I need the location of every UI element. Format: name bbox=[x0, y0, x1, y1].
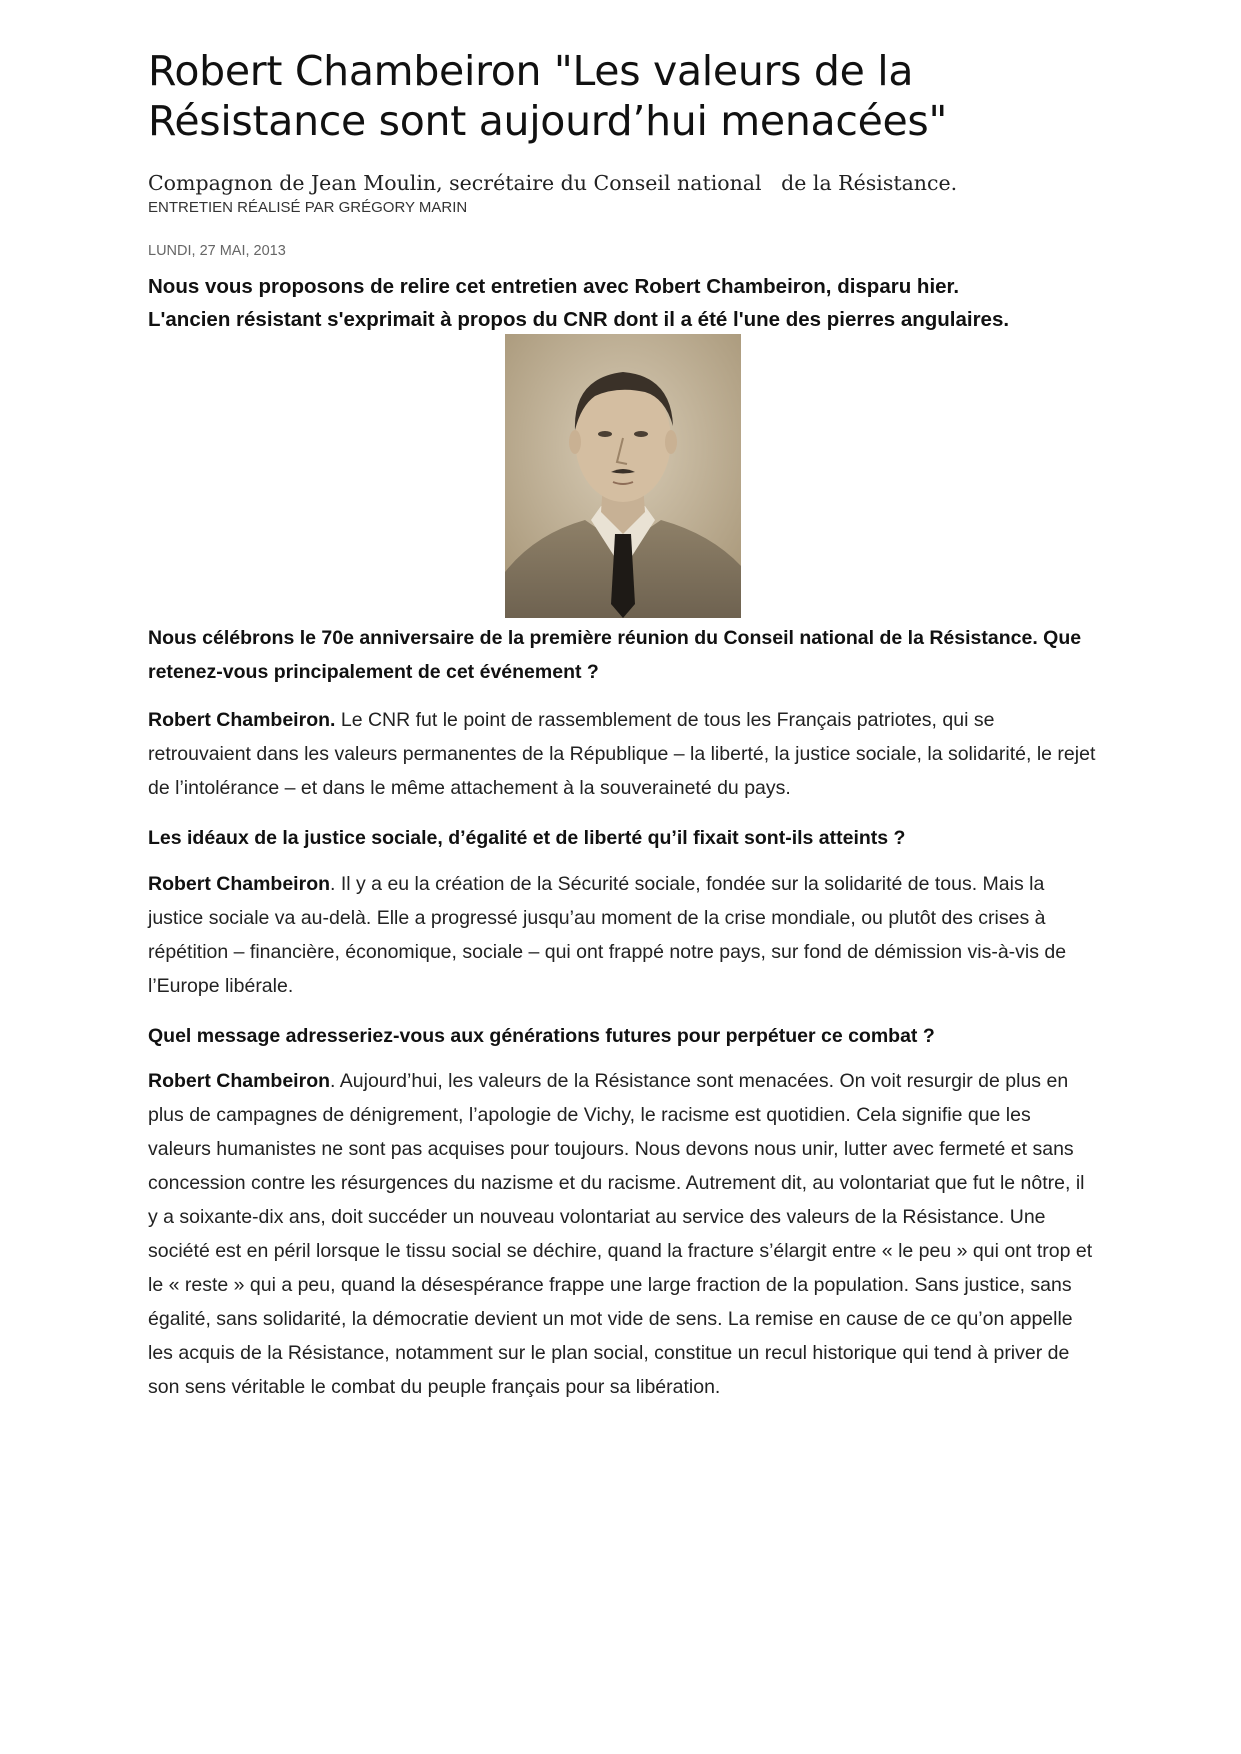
article-date: LUNDI, 27 MAI, 2013 bbox=[148, 243, 286, 259]
title-line-2: Résistance sont aujourd’hui menacées" bbox=[148, 97, 948, 145]
question-1: Nous célébrons le 70e anniversaire de la première réunion du Conseil national de la Résistance. Que retenez-vous principalement de cet événement ? bbox=[148, 627, 1082, 683]
speaker-name: Robert Chambeiron bbox=[148, 1070, 331, 1092]
title-line-1: Robert Chambeiron "Les valeurs de la bbox=[148, 47, 914, 95]
speaker-name: Robert Chambeiron. bbox=[148, 709, 336, 731]
intro-line-1: Nous vous proposons de relire cet entretien avec Robert Chambeiron, disparu hier. bbox=[148, 275, 960, 298]
article-title bbox=[148, 46, 1048, 146]
answer-2-text: . Il y a eu la création de la Sécurité sociale, fondée sur la solidarité de tous. Mais la justice sociale va au-delà. Elle a progressé jusqu’au moment de la crise mondiale, ou plutôt des crises à répétition – financière, économique, sociale – qui ont frappé notre pays, sur fond de démission vis-à-vis de l’Europe libérale. bbox=[148, 873, 1067, 997]
question-2: Les idéaux de la justice sociale, d’égalité et de liberté qu’il fixait sont-ils atteints ? bbox=[148, 827, 906, 849]
speaker-name: Robert Chambeiron bbox=[148, 873, 331, 895]
question-3: Quel message adresseriez-vous aux générations futures pour perpétuer ce combat ? bbox=[148, 1025, 935, 1047]
article-subtitle: Compagnon de Jean Moulin, secrétaire du Conseil national de la Résistance. bbox=[148, 171, 958, 195]
intro-line-2: L'ancien résistant s'exprimait à propos du CNR dont il a été l'une des pierres angulaires. bbox=[148, 308, 1010, 331]
portrait-illustration bbox=[505, 334, 741, 618]
answer-1-text: Le CNR fut le point de rassemblement de tous les Français patriotes, qui se retrouvaient dans les valeurs permanentes de la République – la liberté, la justice sociale, la solidarité, le rejet de l’intolérance – et dans le même attachement à la souveraineté du pays. bbox=[148, 709, 1096, 799]
article-intro bbox=[148, 270, 1088, 336]
answer-3 bbox=[148, 1064, 1098, 1404]
portrait-photo bbox=[505, 334, 741, 618]
answer-2 bbox=[148, 867, 1098, 1003]
article-byline: ENTRETIEN RÉALISÉ PAR GRÉGORY MARIN bbox=[148, 199, 468, 216]
answer-1 bbox=[148, 703, 1098, 805]
answer-3-text: . Aujourd’hui, les valeurs de la Résistance sont menacées. On voit resurgir de plus en plus de campagnes de dénigrement, l’apologie de Vichy, le racisme est quotidien. Cela signifie que les valeurs humanistes ne sont pas acquises pour toujours. Nous devons nous unir, lutter avec fermeté et sans concession contre les résurgences du nazisme et du racisme. Autrement dit, au volontariat que fut le nôtre, il y a soixante-dix ans, doit succéder un nouveau volontariat au service des valeurs de la Résistance. Une société est en péril lorsque le tissu social se déchire, quand la fracture s’élargit entre « le peu » qui ont trop et le « reste » qui a peu, quand la désespérance frappe une large fraction de la population. Sans justice, sans égalité, sans solidarité, la démocratie devient un mot vide de sens. La remise en cause de ce qu’on appelle les acquis de la Résistance, notamment sur le plan social, constitue un recul historique qui tend à priver de son sens véritable le combat du peuple français pour sa libération. bbox=[148, 1070, 1093, 1398]
